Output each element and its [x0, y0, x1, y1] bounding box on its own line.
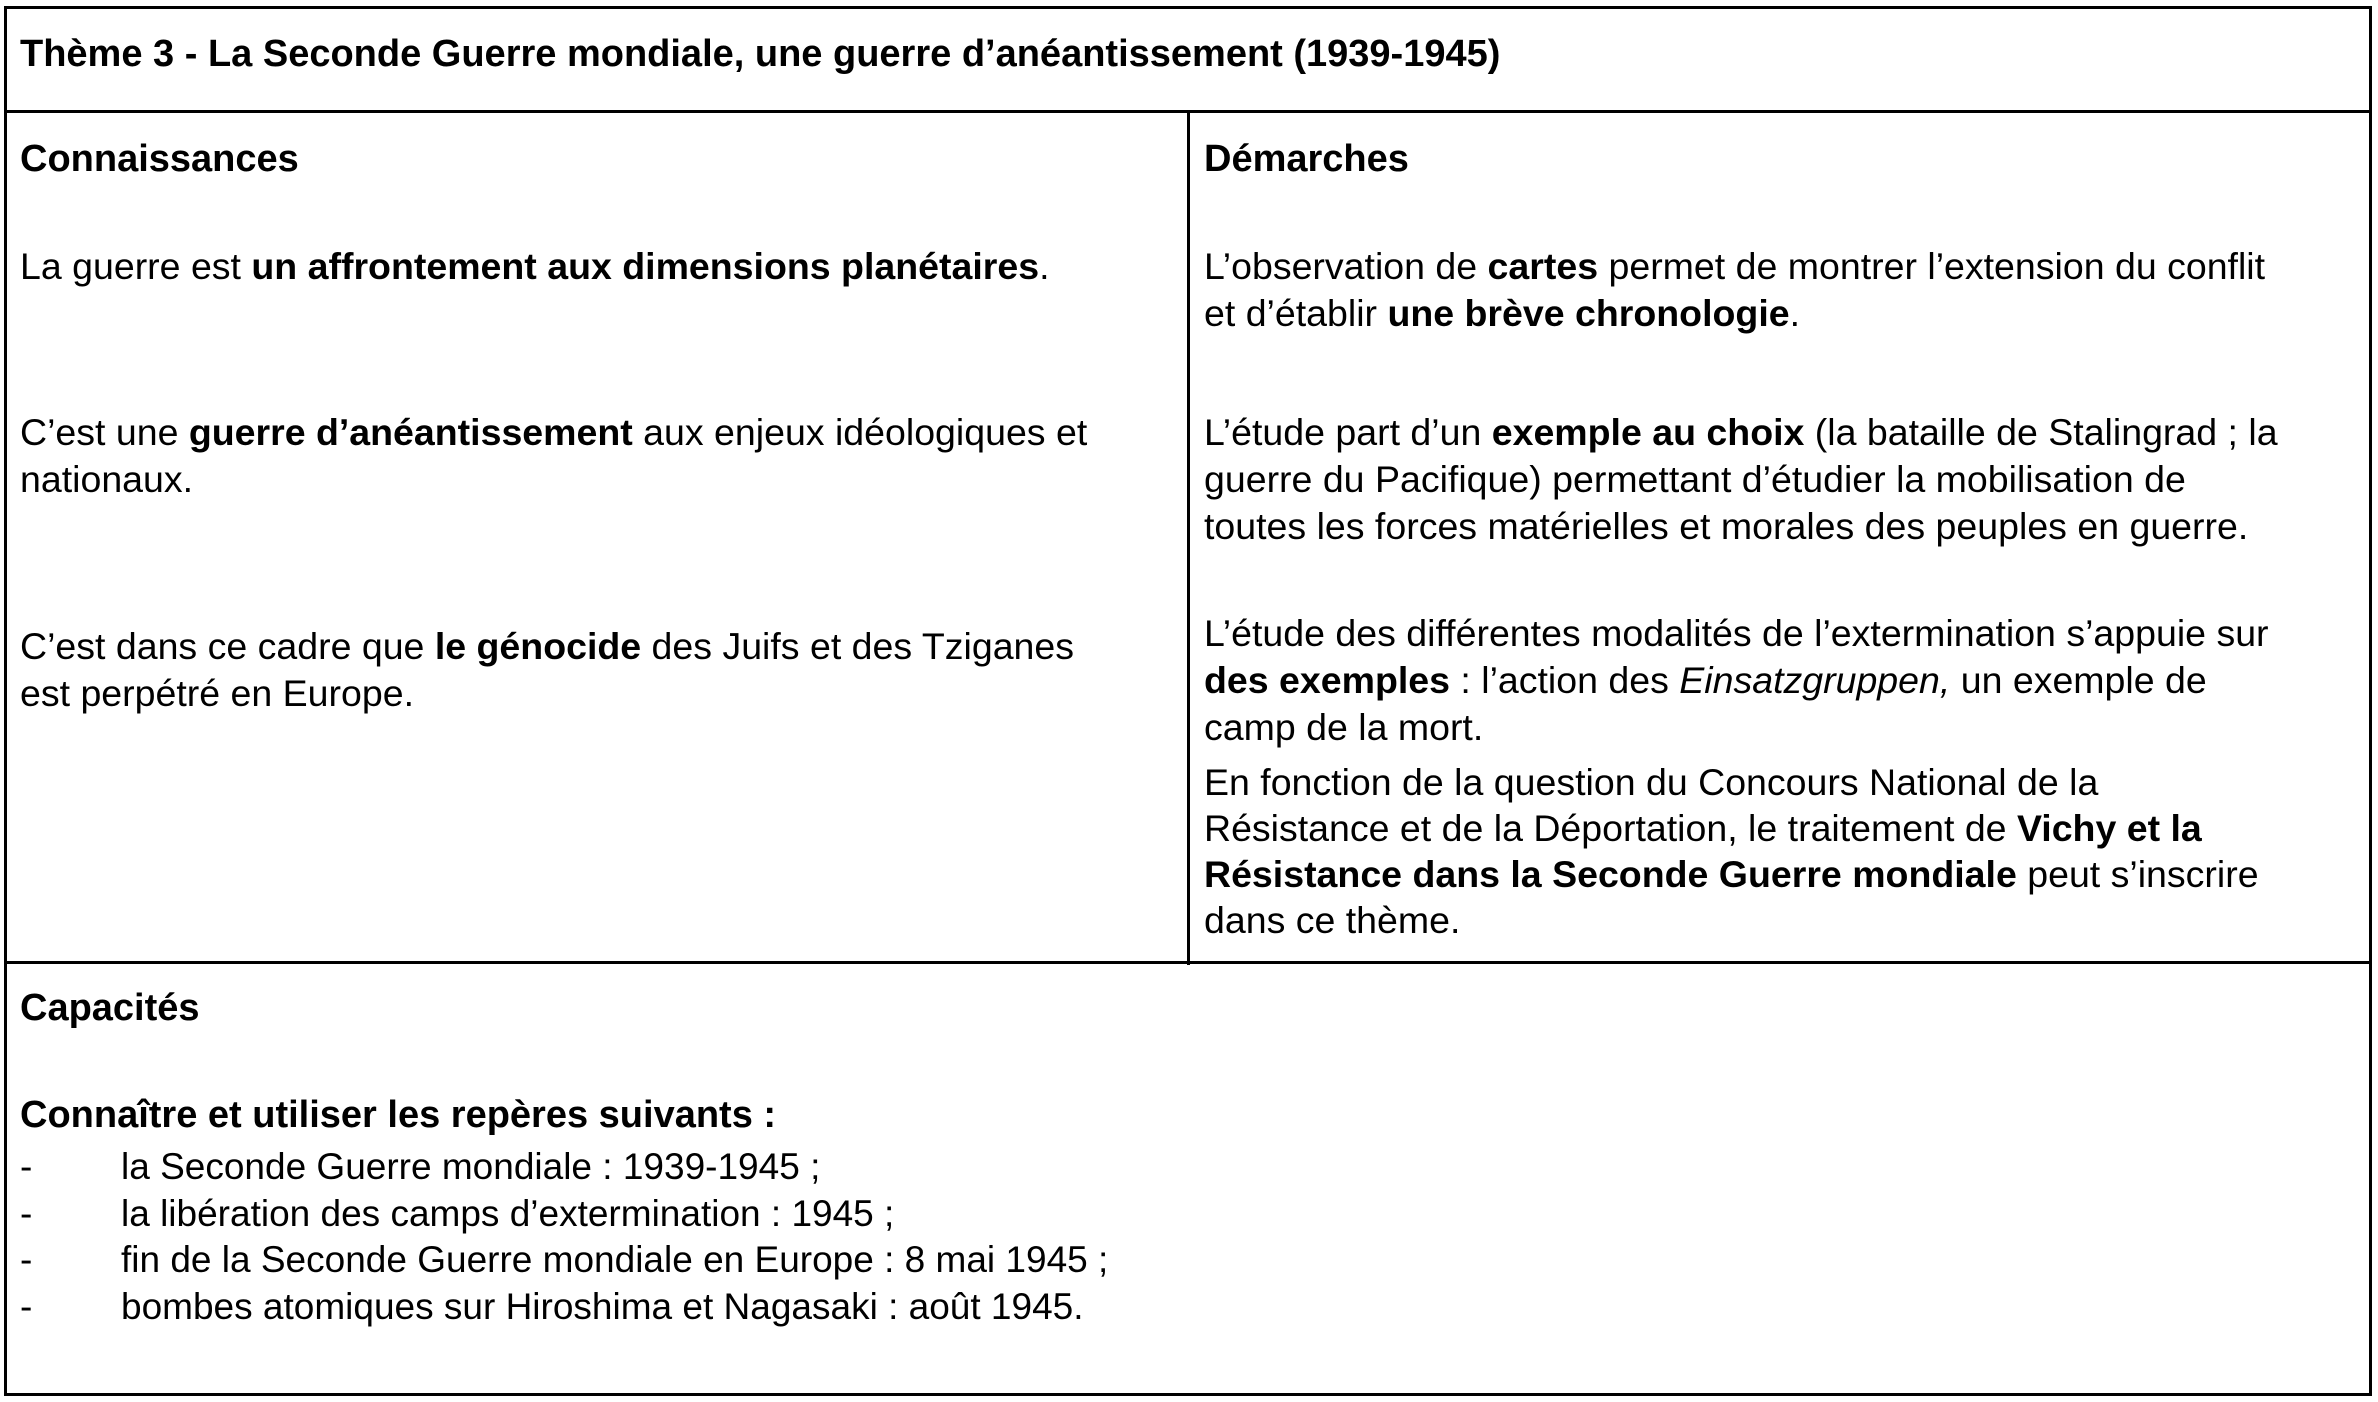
- demarches-paragraph-2: L’étude part d’un exemple au choix (la bataille de Stalingrad ; la guerre du Pacifique) permettant d’étudier la mobilisation de toutes les forces matérielles et morales des peuples en guerre.: [1204, 411, 2278, 547]
- column-divider: [1187, 110, 1190, 965]
- demarches-paragraph-1: L’observation de cartes permet de montrer l’extension du conflit et d’établir une brève chronologie.: [1204, 245, 2266, 334]
- connaissances-heading: Connaissances: [20, 138, 299, 180]
- demarches-paragraph-3: L’étude des différentes modalités de l’extermination s’appuie sur des exemples : l’action des Einsatzgruppen, un exemple de camp de la mort.: [1204, 612, 2269, 748]
- list-bullet: -: [20, 1285, 33, 1327]
- theme-title: Thème 3 - La Seconde Guerre mondiale, une guerre d’anéantissement (1939-1945): [20, 33, 1501, 75]
- demarches-paragraph-4: En fonction de la question du Concours National de la Résistance et de la Déportation, le traitement de Vichy et la Résistance dans la Seconde Guerre mondiale peut s’inscrire dans ce thème.: [1204, 761, 2259, 941]
- demarches-heading: Démarches: [1204, 138, 1409, 180]
- program-table: [4, 6, 2372, 1396]
- connaissances-paragraph-3: C’est dans ce cadre que le génocide des Juifs et des Tziganes est perpétré en Europe.: [20, 625, 1075, 714]
- connaissances-paragraph-2: C’est une guerre d’anéantissement aux enjeux idéologiques et nationaux.: [20, 411, 1088, 500]
- connaissances-paragraph-1: La guerre est un affrontement aux dimensions planétaires.: [20, 245, 1050, 287]
- reperes-subheading: Connaître et utiliser les repères suivants :: [20, 1094, 777, 1136]
- section-divider: [7, 961, 2369, 964]
- list-bullet: -: [20, 1239, 33, 1280]
- list-item-text: bombes atomiques sur Hiroshima et Nagasaki : août 1945.: [121, 1285, 1084, 1327]
- title-row: [7, 9, 2369, 113]
- list-bullet: -: [20, 1192, 33, 1234]
- list-bullet: -: [20, 1146, 33, 1187]
- list-item-text: fin de la Seconde Guerre mondiale en Europe : 8 mai 1945 ;: [121, 1239, 1109, 1280]
- list-item-text: la Seconde Guerre mondiale : 1939-1945 ;: [121, 1146, 821, 1187]
- list-item-text: la libération des camps d’extermination : 1945 ;: [121, 1192, 895, 1234]
- capacites-heading: Capacités: [20, 987, 200, 1029]
